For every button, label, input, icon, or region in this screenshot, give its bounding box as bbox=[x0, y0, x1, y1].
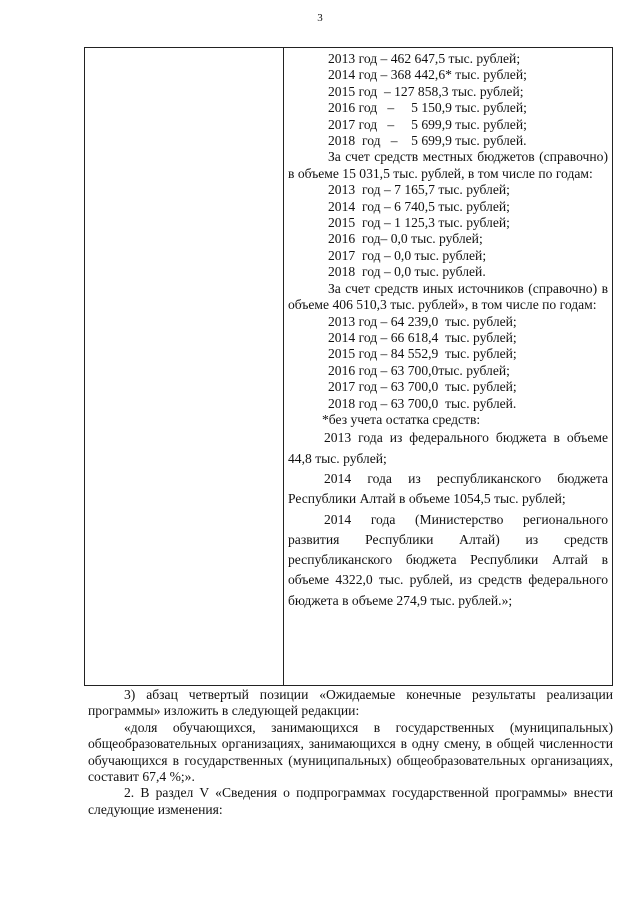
table-right-cell bbox=[288, 51, 608, 611]
federal-year-line: 2014 год – 368 442,6* тыс. рублей; bbox=[328, 67, 527, 83]
table-left-cell bbox=[85, 48, 283, 685]
federal-year-line: 2017 год – 5 699,9 тыс. рублей; bbox=[328, 116, 527, 132]
page-number: 3 bbox=[317, 12, 323, 24]
federal-year-line: 2016 год – 5 150,9 тыс. рублей; bbox=[328, 100, 527, 116]
body-text bbox=[88, 687, 613, 818]
other-year-line: 2016 год – 63 700,0тыс. рублей; bbox=[328, 362, 510, 378]
notes-list bbox=[288, 428, 608, 611]
paragraph-item-3: 3) абзац четвертый позиции «Ожидаемые конечные результаты реализации программы» изложить в следующей редакции: bbox=[88, 687, 613, 719]
other-sources-heading-text: За счет средств иных источников (справочно) в объеме 406 510,3 тыс. рублей», в том числе по годам: bbox=[288, 280, 608, 313]
note-title: *без учета остатка средств: bbox=[322, 411, 481, 427]
local-year-line: 2016 год– 0,0 тыс. рублей; bbox=[328, 231, 483, 247]
other-year-line: 2014 год – 66 618,4 тыс. рублей; bbox=[328, 329, 517, 345]
federal-year-line: 2015 год – 127 858,3 тыс. рублей; bbox=[328, 83, 524, 99]
other-years-list bbox=[288, 314, 608, 412]
note-item: 2014 года из республиканского бюджета Республики Алтай в объеме 1054,5 тыс. рублей; bbox=[288, 470, 608, 507]
other-year-line: 2015 год – 84 552,9 тыс. рублей; bbox=[328, 346, 517, 362]
local-year-line: 2015 год – 1 125,3 тыс. рублей; bbox=[328, 215, 510, 231]
local-budget-heading-text: За счет средств местных бюджетов (справочно) в объеме 15 031,5 тыс. рублей, в том числе по годам: bbox=[288, 149, 608, 181]
other-year-line: 2017 год – 63 700,0 тыс. рублей; bbox=[328, 379, 517, 395]
federal-year-line: 2018 год – 5 699,9 тыс. рублей. bbox=[328, 133, 527, 149]
federal-years-list bbox=[288, 51, 608, 149]
paragraph-quote: «доля обучающихся, занимающихся в государственных (муниципальных) общеобразовательных организациях, занимающихся в одну смену, в общей численности обучающихся в государственных (муниципальных) общеобразовательных организациях, составит 67,4 %;». bbox=[88, 719, 613, 785]
paragraph-section-2: 2. В раздел V «Сведения о подпрограммах государственной программы» внести следующие изменения: bbox=[88, 785, 613, 817]
note-item: 2013 года из федерального бюджета в объеме 44,8 тыс. рублей; bbox=[288, 430, 608, 466]
note-item: 2014 года (Министерство регионального развития Республики Алтай) из средств республиканского бюджета Республики Алтай в объеме 4322,0 тыс. рублей, из средств федерального бюджета в объеме 274,9 тыс. рублей.»; bbox=[288, 511, 608, 608]
local-year-line: 2017 год – 0,0 тыс. рублей; bbox=[328, 247, 487, 263]
local-years-list bbox=[288, 182, 608, 280]
local-year-line: 2013 год – 7 165,7 тыс. рублей; bbox=[328, 182, 510, 198]
budget-table bbox=[84, 47, 613, 686]
table-divider bbox=[283, 48, 284, 685]
federal-year-line: 2013 год – 462 647,5 тыс. рублей; bbox=[328, 51, 521, 66]
other-year-line: 2018 год – 63 700,0 тыс. рублей. bbox=[328, 395, 517, 411]
local-year-line: 2018 год – 0,0 тыс. рублей. bbox=[328, 264, 486, 280]
other-year-line: 2013 год – 64 239,0 тыс. рублей; bbox=[328, 313, 517, 329]
local-year-line: 2014 год – 6 740,5 тыс. рублей; bbox=[328, 198, 510, 214]
other-sources-heading bbox=[288, 281, 608, 314]
local-budget-heading bbox=[288, 149, 608, 182]
